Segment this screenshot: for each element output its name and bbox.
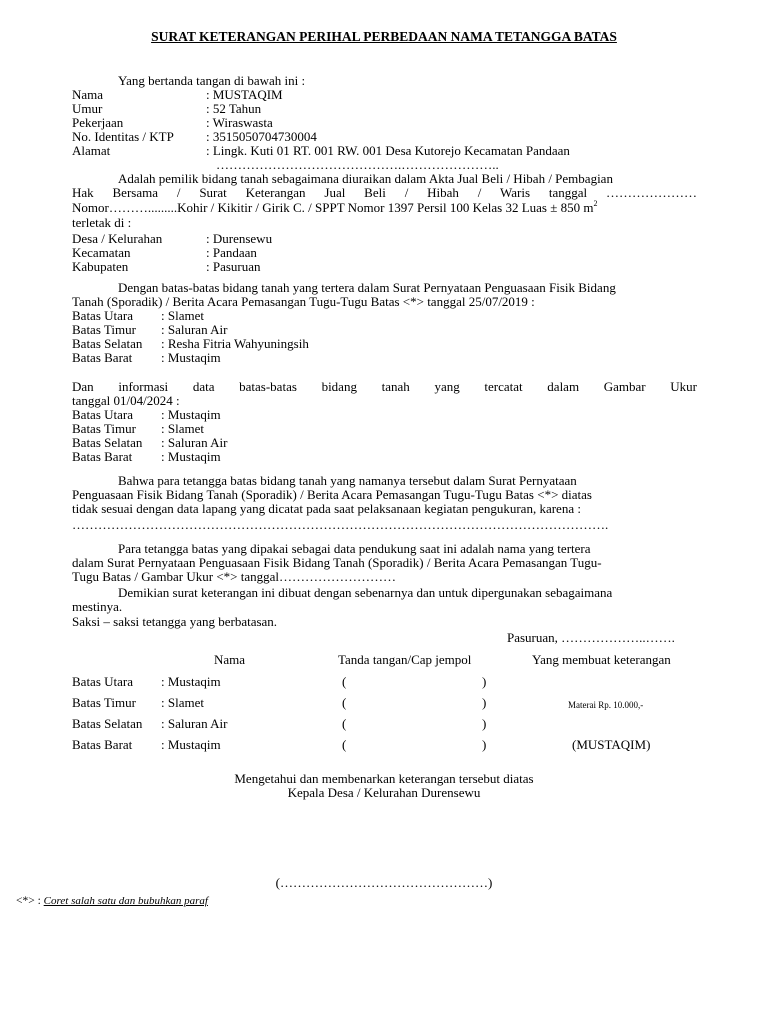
witness-line: Saksi – saksi tetangga yang berbatasan. (72, 614, 278, 629)
boundary-label: Batas Utara (72, 407, 134, 422)
acknowledge-title: Kepala Desa / Kelurahan Durensewu (287, 785, 481, 800)
paragraph-line: Tanah (Sporadik) / Berita Acara Pemasangan Tugu-Tugu Batas <*> tanggal 25/07/2019 : (72, 294, 535, 309)
identity-label: Umur (72, 101, 103, 116)
boundary-label: Batas Timur (72, 322, 136, 337)
row-label: Batas Selatan (72, 716, 143, 731)
identity-value: : Lingk. Kuti 01 RT. 001 RW. 001 Desa Kutorejo Kecamatan Pandaan (206, 143, 570, 158)
bracket-close: ) (482, 674, 487, 689)
location-value: : Pandaan (206, 245, 257, 260)
footnote (16, 894, 208, 908)
bracket-close: ) (482, 716, 487, 731)
identity-value: : Wiraswasta (206, 115, 273, 130)
row-label: Batas Utara (72, 674, 134, 689)
bracket-open: ( (342, 695, 347, 710)
bracket-close: ) (482, 695, 487, 710)
paragraph-line: Hak Bersama / Surat Keterangan Jual Beli / Hibah / Waris tanggal ………………… (72, 185, 697, 200)
boundary-label: Batas Selatan (72, 336, 143, 351)
row-name: : Saluran Air (161, 716, 228, 731)
bracket-open: ( (342, 716, 347, 731)
paragraph-line: Penguasaan Fisik Bidang Tanah (Sporadik) / Berita Acara Pemasangan Tugu-Tugu Batas <*> diatas (72, 487, 592, 502)
paragraph-text: Nomor……….........Kohir / Kikitir / Girik C. / SPPT Nomor 1397 Persil 100 Kelas 32 Luas ± 850 m (72, 200, 594, 215)
paragraph-line: Para tetangga batas yang dipakai sebagai data pendukung saat ini adalah nama yang tertera (118, 541, 591, 556)
village-head-signature-line: (…………………………………………) (275, 875, 493, 890)
boundary-label: Batas Barat (72, 350, 133, 365)
row-name: : Slamet (161, 695, 204, 710)
paragraph-line: Bahwa para tetangga batas bidang tanah yang namanya tersebut dalam Surat Pernyataan (118, 473, 577, 488)
identity-label: Nama (72, 87, 104, 102)
location-value: : Pasuruan (206, 259, 261, 274)
boundary-value: : Slamet (161, 421, 204, 436)
superscript: 2 (593, 199, 598, 208)
paragraph-line: Adalah pemilik bidang tanah sebagaimana diuraikan dalam Akta Jual Beli / Hibah / Pembagian (118, 171, 613, 186)
bracket-open: ( (342, 737, 347, 752)
paragraph-line: dalam Surat Pernyataan Penguasaan Fisik Bidang Tanah (Sporadik) / Berita Acara Pemasangan Tugu- (72, 555, 602, 570)
row-name: : Mustaqim (161, 737, 221, 752)
boundary-label: Batas Selatan (72, 435, 143, 450)
acknowledge-line: Mengetahui dan membenarkan keterangan tersebut diatas (234, 771, 534, 786)
boundary-value: : Resha Fitria Wahyuningsih (161, 336, 309, 351)
boundary-value: : Saluran Air (161, 435, 228, 450)
boundary-label: Batas Utara (72, 308, 134, 323)
identity-value: : 3515050704730004 (206, 129, 317, 144)
paragraph-line: tidak sesuai dengan data lapang yang dicatat pada saat pelaksanaan kegiatan pengukuran, karena : (72, 501, 581, 516)
address-continuation: …………………………………….………………….. (216, 157, 499, 172)
paragraph-line: terletak di : (72, 215, 132, 230)
dotted-line: ……………………………………………………………………………………………………………. (72, 517, 609, 532)
location-label: Kabupaten (72, 259, 129, 274)
paragraph-line: tanggal 01/04/2024 : (72, 393, 180, 408)
boundary-value: : Saluran Air (161, 322, 228, 337)
boundary-value: : Mustaqim (161, 449, 221, 464)
row-name: : Mustaqim (161, 674, 221, 689)
identity-label: No. Identitas / KTP (72, 129, 174, 144)
location-label: Desa / Kelurahan (72, 231, 163, 246)
identity-value: : 52 Tahun (206, 101, 262, 116)
location-label: Kecamatan (72, 245, 131, 260)
bracket-close: ) (482, 737, 487, 752)
boundary-value: : Slamet (161, 308, 204, 323)
paragraph-line: Dan informasi data batas-batas bidang tanah yang tercatat dalam Gambar Ukur (72, 379, 697, 394)
column-header-name: Nama (214, 652, 246, 667)
paragraph-line (72, 201, 597, 215)
materai-stamp: Materai Rp. 10.000,- (568, 700, 644, 710)
boundary-value: : Mustaqim (161, 350, 221, 365)
footnote-mark: <*> : (16, 895, 41, 907)
footnote-text: Coret salah satu dan bubuhkan paraf (43, 895, 208, 907)
row-label: Batas Barat (72, 737, 133, 752)
boundary-value: : Mustaqim (161, 407, 221, 422)
location-value: : Durensewu (206, 231, 273, 246)
bracket-open: ( (342, 674, 347, 689)
identity-value: : MUSTAQIM (206, 87, 283, 102)
intro-text: Yang bertanda tangan di bawah ini : (118, 73, 306, 88)
identity-label: Alamat (72, 143, 111, 158)
column-header-signature: Tanda tangan/Cap jempol (338, 652, 472, 667)
identity-label: Pekerjaan (72, 115, 124, 130)
paragraph-line: mestinya. (72, 599, 123, 614)
paragraph-line: Demikian surat keterangan ini dibuat dengan sebenarnya dan untuk dipergunakan sebagaimana (118, 585, 613, 600)
paragraph-line: Tugu Batas / Gambar Ukur <*> tanggal……………………… (72, 569, 396, 584)
row-label: Batas Timur (72, 695, 136, 710)
signer-name: (MUSTAQIM) (572, 737, 651, 752)
document-title: SURAT KETERANGAN PERIHAL PERBEDAAN NAMA TETANGGA BATAS (151, 29, 617, 44)
place-date: Pasuruan, ………………..……. (507, 630, 675, 645)
boundary-label: Batas Timur (72, 421, 136, 436)
paragraph-line: Dengan batas-batas bidang tanah yang tertera dalam Surat Pernyataan Penguasaan Fisik Bidang (118, 280, 616, 295)
boundary-label: Batas Barat (72, 449, 133, 464)
column-header-declarant: Yang membuat keterangan (532, 652, 671, 667)
